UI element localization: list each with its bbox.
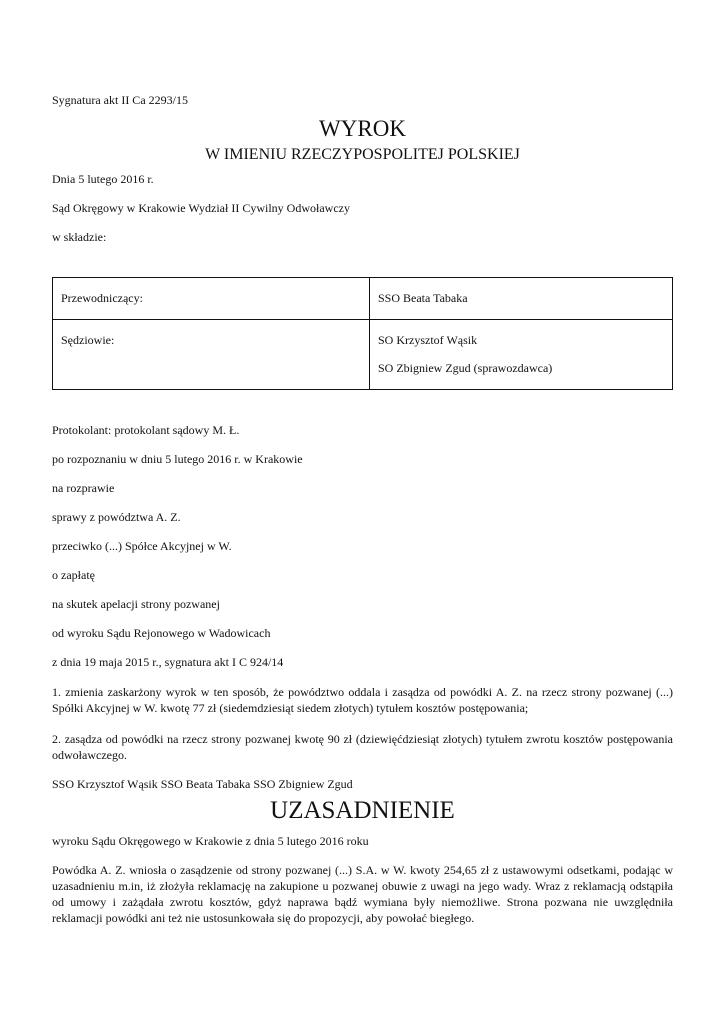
panel-role-cell <box>53 278 370 320</box>
judgment-title: WYROK <box>319 116 406 141</box>
case-line: sprawy z powództwa A. Z. <box>52 510 181 524</box>
case-line: na skutek apelacji strony pozwanej <box>52 597 220 611</box>
case-line: od wyroku Sądu Rejonowego w Wadowicach <box>52 626 271 640</box>
justification-title: UZASADNIENIE <box>270 797 455 824</box>
table-row <box>53 278 673 320</box>
table-row <box>53 320 673 390</box>
justification-paragraph: Powódka A. Z. wniosła o zasądzenie od strony pozwanej (...) S.A. w W. kwoty 254,65 zł z ustawowymi odsetkami, podając w uzasadnieniu m.in, iż złożyła reklamację na zakupione u pozwanej obuwie z uwagi na jego wady. Wraz z reklamacją odstąpiła od umowy i zażądała zwrotu kosztów, gdyż naprawa bądź wymiana były niemożliwe. Strona pozwana nie uwzględniła reklamacji powódki ani też nie ustosunkowała się do propozycji, aby powołać biegłego. <box>52 863 673 925</box>
case-line: po rozpoznaniu w dniu 5 lutego 2016 r. w Krakowie <box>52 452 303 466</box>
panel-names-cell <box>370 320 673 390</box>
ruling-point-2: 2. zasądza od powódki na rzecz strony pozwanej kwotę 90 zł (dziewięćdziesiąt złotych) tytułem zwrotu kosztów postępowania odwoławczego. <box>52 732 673 762</box>
court-name: Sąd Okręgowy w Krakowie Wydział II Cywilny Odwoławczy <box>52 201 350 215</box>
composition-label: w składzie: <box>52 230 107 244</box>
case-line: o zapłatę <box>52 568 95 582</box>
panel-names-cell <box>370 278 673 320</box>
panel-role-cell <box>53 320 370 390</box>
judges-signatures: SSO Krzysztof Wąsik SSO Beata Tabaka SSO Zbigniew Zgud <box>52 777 353 791</box>
judgment-date: Dnia 5 lutego 2016 r. <box>52 172 154 186</box>
court-panel-table <box>52 277 673 390</box>
case-signature: Sygnatura akt II Ca 2293/15 <box>52 93 188 107</box>
judge-name: SO Krzysztof Wąsik <box>378 333 478 347</box>
case-line: na rozprawie <box>52 481 115 495</box>
case-line: Protokolant: protokolant sądowy M. Ł. <box>52 423 240 437</box>
ruling-point-1: 1. zmienia zaskarżony wyrok w ten sposób, że powództwo oddala i zasądza od powódki A. Z. na rzecz strony pozwanej (...) Spółki Akcyjnej w W. kwotę 77 zł (siedemdziesiąt siedem złotych) tytułem kosztów postępowania; <box>52 685 673 715</box>
case-line: z dnia 19 maja 2015 r., sygnatura akt I C 924/14 <box>52 655 284 669</box>
case-line: przeciwko (...) Spółce Akcyjnej w W. <box>52 539 232 553</box>
justification-subtitle: wyroku Sądu Okręgowego w Krakowie z dnia 5 lutego 2016 roku <box>52 834 369 848</box>
judgment-subtitle: W IMIENIU RZECZYPOSPOLITEJ POLSKIEJ <box>205 146 520 163</box>
judges-label: Sędziowie: <box>61 333 115 347</box>
presiding-judge-name: SSO Beata Tabaka <box>378 291 468 305</box>
presiding-judge-label: Przewodniczący: <box>61 291 143 305</box>
judge-name: SO Zbigniew Zgud (sprawozdawca) <box>378 361 553 375</box>
